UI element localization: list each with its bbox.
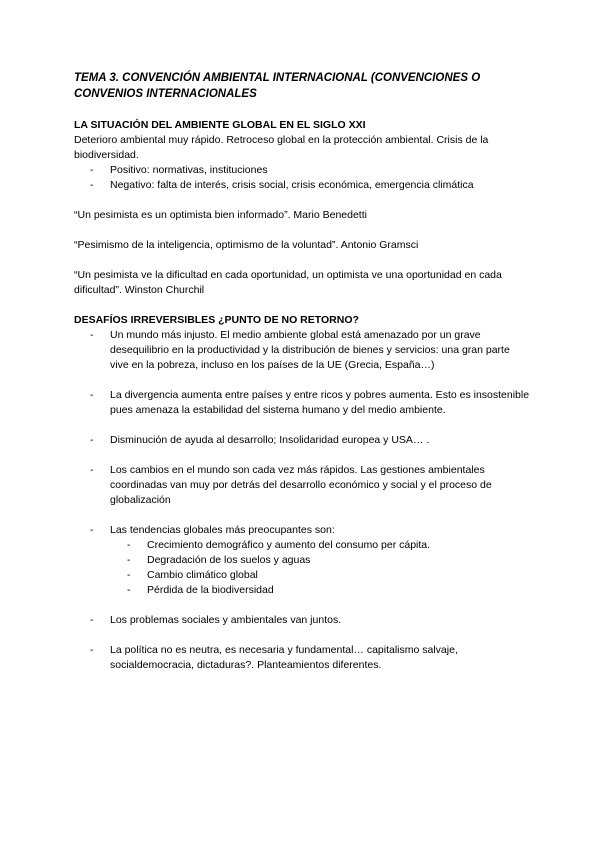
bullet-list (74, 163, 530, 193)
list-item: - Negativo: falta de interés, crisis social, crisis económica, emergencia climática (74, 178, 530, 193)
desafios-list-continued (74, 613, 530, 673)
list-item: - La divergencia aumenta entre países y entre ricos y pobres aumenta. Esto es insostenible pues amenaza la estabilidad del sistema humano y del medio ambiente. (74, 388, 530, 418)
list-item: - Los problemas sociales y ambientales van juntos. (74, 613, 530, 628)
list-item: - Disminución de ayuda al desarrollo; Insolidaridad europea y USA… . (74, 433, 530, 448)
list-item: - Un mundo más injusto. El medio ambiente global está amenazado por un grave desequilibrio en la productividad y la distribución de bienes y servicios: una gran parte vive en la pobreza, incluso en los países de la UE (Grecia, España…) (74, 328, 530, 373)
quote-churchill: “Un pesimista ve la dificultad en cada oportunidad, un optimista ve una oportunidad en cada dificultad”. Winston Churchil (74, 269, 502, 296)
quote-benedetti: “Un pesimista es un optimista bien informado”. Mario Benedetti (74, 209, 367, 221)
page-title: TEMA 3. CONVENCIÓN AMBIENTAL INTERNACIONAL (CONVENCIONES O CONVENIOS INTERNACIONALES (74, 72, 481, 100)
tendencias-sublist (74, 538, 530, 598)
list-item: - La política no es neutra, es necesaria y fundamental… capitalismo salvaje, socialdemocracia, dictaduras?. Planteamientos diferentes. (74, 643, 530, 673)
section-heading-situacion: LA SITUACIÓN DEL AMBIENTE GLOBAL EN EL SIGLO XXI (74, 119, 366, 131)
quote-gramsci: “Pesimismo de la inteligencia, optimismo de la voluntad”. Antonio Gramsci (74, 239, 419, 251)
desafios-list (74, 328, 530, 538)
list-item: - Positivo: normativas, instituciones (74, 163, 530, 178)
section-intro: Deterioro ambiental muy rápido. Retroceso global en la protección ambiental. Crisis de la biodiversidad. (74, 134, 489, 161)
sub-list-item: - Cambio climático global (74, 568, 530, 583)
sub-list-item: - Pérdida de la biodiversidad (74, 583, 530, 598)
list-item: - Las tendencias globales más preocupantes son: (74, 523, 530, 538)
section-heading-desafios: DESAFÍOS IRREVERSIBLES ¿PUNTO DE NO RETORNO? (74, 314, 359, 326)
list-item: - Los cambios en el mundo son cada vez más rápidos. Las gestiones ambientales coordinadas van muy por detrás del desarrollo económico y social y el proceso de globalización (74, 463, 530, 508)
sub-list-item: - Degradación de los suelos y aguas (74, 553, 530, 568)
sub-list-item: - Crecimiento demográfico y aumento del consumo per cápita. (74, 538, 530, 553)
